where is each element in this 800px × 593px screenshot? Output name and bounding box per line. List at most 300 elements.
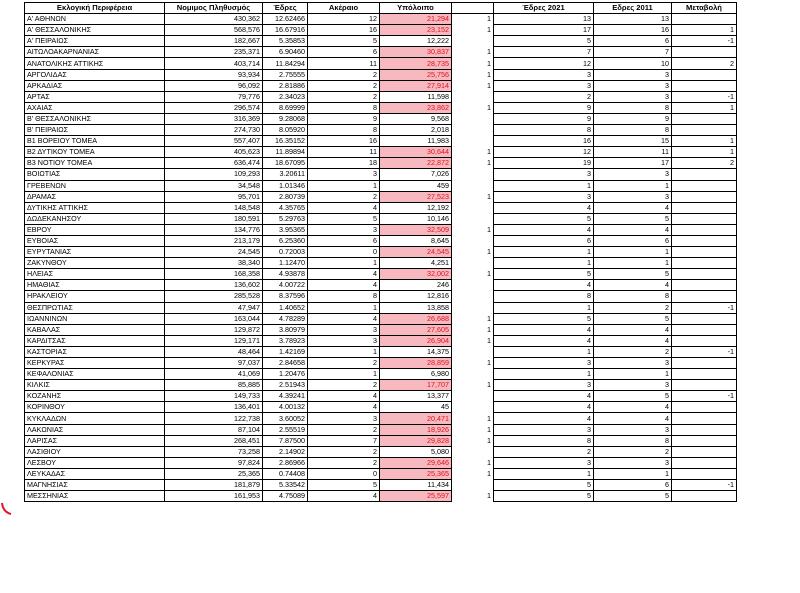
remainder-cell[interactable]: 29,828 <box>380 435 452 446</box>
seats-2011-cell[interactable]: 4 <box>594 224 672 235</box>
remainder-cell[interactable]: 25,756 <box>380 69 452 80</box>
seats-cell[interactable]: 0.72003 <box>263 247 308 258</box>
remainder-cell[interactable]: 23,862 <box>380 102 452 113</box>
seats-2011-cell[interactable]: 1 <box>594 468 672 479</box>
change-cell[interactable] <box>672 358 737 369</box>
seats-2021-cell[interactable]: 1 <box>494 247 594 258</box>
header-remainder[interactable]: Υπόλοιπο <box>380 3 452 14</box>
seats-cell[interactable]: 1.40652 <box>263 302 308 313</box>
population-cell[interactable]: 161,953 <box>165 491 263 502</box>
population-cell[interactable]: 136,602 <box>165 280 263 291</box>
seats-2021-cell[interactable]: 5 <box>494 36 594 47</box>
seats-2021-cell[interactable]: 1 <box>494 180 594 191</box>
population-cell[interactable]: 48,464 <box>165 346 263 357</box>
extra-seat-cell[interactable]: 1 <box>452 102 494 113</box>
change-cell[interactable] <box>672 80 737 91</box>
seats-2021-cell[interactable]: 4 <box>494 324 594 335</box>
remainder-cell[interactable]: 24,545 <box>380 247 452 258</box>
integer-cell[interactable]: 7 <box>308 435 380 446</box>
district-cell[interactable]: ΗΛΕΙΑΣ <box>25 269 165 280</box>
seats-2011-cell[interactable]: 8 <box>594 291 672 302</box>
integer-cell[interactable]: 0 <box>308 468 380 479</box>
extra-seat-cell[interactable] <box>452 291 494 302</box>
seats-2011-cell[interactable]: 5 <box>594 269 672 280</box>
change-cell[interactable] <box>672 247 737 258</box>
seats-2021-cell[interactable]: 19 <box>494 158 594 169</box>
integer-cell[interactable]: 0 <box>308 247 380 258</box>
integer-cell[interactable]: 5 <box>308 480 380 491</box>
population-cell[interactable]: 109,293 <box>165 169 263 180</box>
seats-cell[interactable]: 4.35765 <box>263 202 308 213</box>
change-cell[interactable] <box>672 224 737 235</box>
seats-2021-cell[interactable]: 3 <box>494 380 594 391</box>
seats-cell[interactable]: 16.35152 <box>263 136 308 147</box>
seats-2011-cell[interactable]: 6 <box>594 235 672 246</box>
remainder-cell[interactable]: 12,222 <box>380 36 452 47</box>
extra-seat-cell[interactable] <box>452 369 494 380</box>
district-cell[interactable]: ΖΑΚΥΝΘΟΥ <box>25 258 165 269</box>
district-cell[interactable]: ΜΑΓΝΗΣΙΑΣ <box>25 480 165 491</box>
seats-2021-cell[interactable]: 4 <box>494 335 594 346</box>
seats-2021-cell[interactable]: 1 <box>494 468 594 479</box>
seats-cell[interactable]: 1.12470 <box>263 258 308 269</box>
change-cell[interactable] <box>672 424 737 435</box>
district-cell[interactable]: ΚΕΦΑΛΟΝΙΑΣ <box>25 369 165 380</box>
seats-2011-cell[interactable]: 1 <box>594 369 672 380</box>
seats-2021-cell[interactable]: 1 <box>494 302 594 313</box>
seats-cell[interactable]: 1.01346 <box>263 180 308 191</box>
seats-2021-cell[interactable]: 4 <box>494 391 594 402</box>
seats-2021-cell[interactable]: 12 <box>494 147 594 158</box>
extra-seat-cell[interactable] <box>452 235 494 246</box>
population-cell[interactable]: 430,362 <box>165 14 263 25</box>
district-cell[interactable]: ΕΥΡΥΤΑΝΙΑΣ <box>25 247 165 258</box>
extra-seat-cell[interactable]: 1 <box>452 47 494 58</box>
change-cell[interactable] <box>672 47 737 58</box>
remainder-cell[interactable]: 45 <box>380 402 452 413</box>
extra-seat-cell[interactable]: 1 <box>452 14 494 25</box>
seats-2011-cell[interactable]: 3 <box>594 80 672 91</box>
seats-2011-cell[interactable]: 8 <box>594 435 672 446</box>
header-seats[interactable]: Έδρες <box>263 3 308 14</box>
change-cell[interactable]: 1 <box>672 25 737 36</box>
seats-2021-cell[interactable]: 3 <box>494 457 594 468</box>
remainder-cell[interactable]: 8,645 <box>380 235 452 246</box>
change-cell[interactable] <box>672 191 737 202</box>
integer-cell[interactable]: 4 <box>308 402 380 413</box>
remainder-cell[interactable]: 13,377 <box>380 391 452 402</box>
extra-seat-cell[interactable]: 1 <box>452 69 494 80</box>
extra-seat-cell[interactable] <box>452 125 494 136</box>
seats-2011-cell[interactable]: 9 <box>594 113 672 124</box>
remainder-cell[interactable]: 23,152 <box>380 25 452 36</box>
seats-cell[interactable]: 11.89894 <box>263 147 308 158</box>
seats-2021-cell[interactable]: 8 <box>494 291 594 302</box>
header-seats-2021[interactable]: Έδρες 2021 <box>494 3 594 14</box>
district-cell[interactable]: ΚΙΛΚΙΣ <box>25 380 165 391</box>
remainder-cell[interactable]: 9,568 <box>380 113 452 124</box>
seats-2011-cell[interactable]: 2 <box>594 302 672 313</box>
seats-2011-cell[interactable]: 3 <box>594 358 672 369</box>
integer-cell[interactable]: 8 <box>308 102 380 113</box>
change-cell[interactable]: 1 <box>672 147 737 158</box>
population-cell[interactable]: 34,548 <box>165 180 263 191</box>
remainder-cell[interactable]: 11,434 <box>380 480 452 491</box>
district-cell[interactable]: Β' ΘΕΣΣΑΛΟΝΙΚΗΣ <box>25 113 165 124</box>
population-cell[interactable]: 129,171 <box>165 335 263 346</box>
integer-cell[interactable]: 9 <box>308 113 380 124</box>
remainder-cell[interactable]: 11,983 <box>380 136 452 147</box>
change-cell[interactable] <box>672 457 737 468</box>
seats-cell[interactable]: 8.69999 <box>263 102 308 113</box>
population-cell[interactable]: 129,872 <box>165 324 263 335</box>
seats-cell[interactable]: 2.51943 <box>263 380 308 391</box>
remainder-cell[interactable]: 7,026 <box>380 169 452 180</box>
extra-seat-cell[interactable] <box>452 446 494 457</box>
district-cell[interactable]: ΚΕΡΚΥΡΑΣ <box>25 358 165 369</box>
change-cell[interactable] <box>672 313 737 324</box>
population-cell[interactable]: 122,738 <box>165 413 263 424</box>
seats-2011-cell[interactable]: 5 <box>594 213 672 224</box>
extra-seat-cell[interactable]: 1 <box>452 358 494 369</box>
change-cell[interactable]: -1 <box>672 391 737 402</box>
remainder-cell[interactable]: 30,837 <box>380 47 452 58</box>
seats-2021-cell[interactable]: 5 <box>494 269 594 280</box>
population-cell[interactable]: 213,179 <box>165 235 263 246</box>
integer-cell[interactable]: 11 <box>308 58 380 69</box>
seats-cell[interactable]: 9.28068 <box>263 113 308 124</box>
seats-cell[interactable]: 2.80739 <box>263 191 308 202</box>
seats-2011-cell[interactable]: 4 <box>594 280 672 291</box>
change-cell[interactable] <box>672 435 737 446</box>
seats-cell[interactable]: 4.75089 <box>263 491 308 502</box>
seats-cell[interactable]: 0.74408 <box>263 468 308 479</box>
change-cell[interactable] <box>672 125 737 136</box>
extra-seat-cell[interactable] <box>452 213 494 224</box>
population-cell[interactable]: 180,591 <box>165 213 263 224</box>
remainder-cell[interactable]: 29,646 <box>380 457 452 468</box>
remainder-cell[interactable]: 26,904 <box>380 335 452 346</box>
change-cell[interactable]: -1 <box>672 480 737 491</box>
seats-cell[interactable]: 6.90460 <box>263 47 308 58</box>
integer-cell[interactable]: 16 <box>308 25 380 36</box>
remainder-cell[interactable]: 25,597 <box>380 491 452 502</box>
district-cell[interactable]: ΛΕΣΒΟΥ <box>25 457 165 468</box>
population-cell[interactable]: 96,092 <box>165 80 263 91</box>
remainder-cell[interactable]: 2,018 <box>380 125 452 136</box>
seats-2021-cell[interactable]: 13 <box>494 14 594 25</box>
seats-2021-cell[interactable]: 4 <box>494 202 594 213</box>
population-cell[interactable]: 285,528 <box>165 291 263 302</box>
seats-2021-cell[interactable]: 3 <box>494 80 594 91</box>
seats-2021-cell[interactable]: 5 <box>494 480 594 491</box>
seats-cell[interactable]: 8.37596 <box>263 291 308 302</box>
seats-2011-cell[interactable]: 1 <box>594 247 672 258</box>
seats-2011-cell[interactable]: 17 <box>594 158 672 169</box>
seats-2011-cell[interactable]: 4 <box>594 402 672 413</box>
district-cell[interactable]: ΑΙΤΩΛΟΑΚΑΡΝΑΝΙΑΣ <box>25 47 165 58</box>
extra-seat-cell[interactable] <box>452 346 494 357</box>
seats-2011-cell[interactable]: 6 <box>594 36 672 47</box>
remainder-cell[interactable]: 246 <box>380 280 452 291</box>
district-cell[interactable]: ΕΥΒΟΙΑΣ <box>25 235 165 246</box>
header-population[interactable]: Νομιμος Πληθυσμός <box>165 3 263 14</box>
district-cell[interactable]: ΛΑΣΙΘΙΟΥ <box>25 446 165 457</box>
district-cell[interactable]: Β3 ΝΟΤΙΟΥ ΤΟΜΕΑ <box>25 158 165 169</box>
population-cell[interactable]: 73,258 <box>165 446 263 457</box>
integer-cell[interactable]: 1 <box>308 258 380 269</box>
integer-cell[interactable]: 6 <box>308 235 380 246</box>
seats-2021-cell[interactable]: 5 <box>494 491 594 502</box>
seats-cell[interactable]: 2.75555 <box>263 69 308 80</box>
seats-2021-cell[interactable]: 3 <box>494 358 594 369</box>
remainder-cell[interactable]: 4,251 <box>380 258 452 269</box>
seats-2011-cell[interactable]: 11 <box>594 147 672 158</box>
seats-cell[interactable]: 6.25360 <box>263 235 308 246</box>
seats-cell[interactable]: 5.29763 <box>263 213 308 224</box>
extra-seat-cell[interactable]: 1 <box>452 468 494 479</box>
seats-2021-cell[interactable]: 3 <box>494 169 594 180</box>
population-cell[interactable]: 296,574 <box>165 102 263 113</box>
seats-cell[interactable]: 2.55519 <box>263 424 308 435</box>
seats-cell[interactable]: 5.33542 <box>263 480 308 491</box>
seats-2011-cell[interactable]: 4 <box>594 335 672 346</box>
population-cell[interactable]: 405,623 <box>165 147 263 158</box>
seats-cell[interactable]: 1.20476 <box>263 369 308 380</box>
district-cell[interactable]: ΚΟΡΙΝΘΟΥ <box>25 402 165 413</box>
district-cell[interactable]: Α' ΘΕΣΣΑΛΟΝΙΚΗΣ <box>25 25 165 36</box>
extra-seat-cell[interactable]: 1 <box>452 191 494 202</box>
population-cell[interactable]: 274,730 <box>165 125 263 136</box>
district-cell[interactable]: ΑΡΓΟΛΙΔΑΣ <box>25 69 165 80</box>
extra-seat-cell[interactable] <box>452 391 494 402</box>
integer-cell[interactable]: 2 <box>308 424 380 435</box>
change-cell[interactable] <box>672 468 737 479</box>
population-cell[interactable]: 316,369 <box>165 113 263 124</box>
seats-2021-cell[interactable]: 8 <box>494 125 594 136</box>
seats-2011-cell[interactable]: 5 <box>594 313 672 324</box>
integer-cell[interactable]: 3 <box>308 224 380 235</box>
remainder-cell[interactable]: 27,605 <box>380 324 452 335</box>
extra-seat-cell[interactable] <box>452 180 494 191</box>
district-cell[interactable]: ΔΡΑΜΑΣ <box>25 191 165 202</box>
remainder-cell[interactable]: 25,365 <box>380 468 452 479</box>
seats-2021-cell[interactable]: 9 <box>494 102 594 113</box>
district-cell[interactable]: Β2 ΔΥΤΙΚΟΥ ΤΟΜΕΑ <box>25 147 165 158</box>
seats-2011-cell[interactable]: 6 <box>594 480 672 491</box>
seats-cell[interactable]: 16.67916 <box>263 25 308 36</box>
seats-cell[interactable]: 4.93878 <box>263 269 308 280</box>
seats-cell[interactable]: 1.42169 <box>263 346 308 357</box>
extra-seat-cell[interactable] <box>452 202 494 213</box>
integer-cell[interactable]: 4 <box>308 280 380 291</box>
seats-cell[interactable]: 3.78923 <box>263 335 308 346</box>
change-cell[interactable] <box>672 280 737 291</box>
change-cell[interactable] <box>672 258 737 269</box>
population-cell[interactable]: 182,667 <box>165 36 263 47</box>
integer-cell[interactable]: 2 <box>308 380 380 391</box>
extra-seat-cell[interactable]: 1 <box>452 324 494 335</box>
remainder-cell[interactable]: 6,980 <box>380 369 452 380</box>
remainder-cell[interactable]: 20,471 <box>380 413 452 424</box>
seats-2021-cell[interactable]: 17 <box>494 25 594 36</box>
integer-cell[interactable]: 12 <box>308 14 380 25</box>
seats-cell[interactable]: 2.81886 <box>263 80 308 91</box>
district-cell[interactable]: ΓΡΕΒΕΝΩΝ <box>25 180 165 191</box>
integer-cell[interactable]: 16 <box>308 136 380 147</box>
change-cell[interactable] <box>672 235 737 246</box>
extra-seat-cell[interactable]: 1 <box>452 435 494 446</box>
seats-cell[interactable]: 4.00722 <box>263 280 308 291</box>
seats-2021-cell[interactable]: 4 <box>494 224 594 235</box>
change-cell[interactable] <box>672 291 737 302</box>
integer-cell[interactable]: 3 <box>308 413 380 424</box>
integer-cell[interactable]: 18 <box>308 158 380 169</box>
extra-seat-cell[interactable]: 1 <box>452 147 494 158</box>
population-cell[interactable]: 38,340 <box>165 258 263 269</box>
district-cell[interactable]: ΚΟΖΑΝΗΣ <box>25 391 165 402</box>
integer-cell[interactable]: 1 <box>308 346 380 357</box>
seats-cell[interactable]: 12.62466 <box>263 14 308 25</box>
change-cell[interactable]: -1 <box>672 91 737 102</box>
seats-2021-cell[interactable]: 3 <box>494 191 594 202</box>
seats-cell[interactable]: 3.95365 <box>263 224 308 235</box>
seats-cell[interactable]: 2.34023 <box>263 91 308 102</box>
population-cell[interactable]: 403,714 <box>165 58 263 69</box>
extra-seat-cell[interactable] <box>452 280 494 291</box>
population-cell[interactable]: 268,451 <box>165 435 263 446</box>
remainder-cell[interactable]: 28,859 <box>380 358 452 369</box>
seats-2011-cell[interactable]: 1 <box>594 258 672 269</box>
district-cell[interactable]: ΗΜΑΘΙΑΣ <box>25 280 165 291</box>
change-cell[interactable] <box>672 213 737 224</box>
district-cell[interactable]: Α' ΠΕΙΡΑΙΩΣ <box>25 36 165 47</box>
population-cell[interactable]: 97,824 <box>165 457 263 468</box>
change-cell[interactable] <box>672 202 737 213</box>
change-cell[interactable]: -1 <box>672 346 737 357</box>
district-cell[interactable]: ΒΟΙΩΤΙΑΣ <box>25 169 165 180</box>
extra-seat-cell[interactable] <box>452 169 494 180</box>
change-cell[interactable] <box>672 113 737 124</box>
seats-cell[interactable]: 3.80979 <box>263 324 308 335</box>
seats-2011-cell[interactable]: 16 <box>594 25 672 36</box>
seats-2021-cell[interactable]: 1 <box>494 369 594 380</box>
seats-2011-cell[interactable]: 5 <box>594 391 672 402</box>
district-cell[interactable]: ΕΒΡΟΥ <box>25 224 165 235</box>
population-cell[interactable]: 557,407 <box>165 136 263 147</box>
change-cell[interactable] <box>672 269 737 280</box>
change-cell[interactable] <box>672 491 737 502</box>
change-cell[interactable] <box>672 369 737 380</box>
integer-cell[interactable]: 4 <box>308 391 380 402</box>
integer-cell[interactable]: 3 <box>308 324 380 335</box>
seats-2011-cell[interactable]: 15 <box>594 136 672 147</box>
seats-cell[interactable]: 4.39241 <box>263 391 308 402</box>
seats-2011-cell[interactable]: 3 <box>594 169 672 180</box>
change-cell[interactable] <box>672 446 737 457</box>
remainder-cell[interactable]: 27,523 <box>380 191 452 202</box>
seats-cell[interactable]: 8.05920 <box>263 125 308 136</box>
integer-cell[interactable]: 11 <box>308 147 380 158</box>
seats-cell[interactable]: 4.00132 <box>263 402 308 413</box>
remainder-cell[interactable]: 12,192 <box>380 202 452 213</box>
seats-2011-cell[interactable]: 2 <box>594 446 672 457</box>
change-cell[interactable]: -1 <box>672 36 737 47</box>
seats-2021-cell[interactable]: 6 <box>494 235 594 246</box>
remainder-cell[interactable]: 14,375 <box>380 346 452 357</box>
remainder-cell[interactable]: 459 <box>380 180 452 191</box>
remainder-cell[interactable]: 22,872 <box>380 158 452 169</box>
extra-seat-cell[interactable]: 1 <box>452 491 494 502</box>
seats-cell[interactable]: 2.86966 <box>263 457 308 468</box>
integer-cell[interactable]: 2 <box>308 69 380 80</box>
population-cell[interactable]: 168,358 <box>165 269 263 280</box>
population-cell[interactable]: 163,044 <box>165 313 263 324</box>
district-cell[interactable]: ΘΕΣΠΡΩΤΙΑΣ <box>25 302 165 313</box>
district-cell[interactable]: ΚΑΣΤΟΡΙΑΣ <box>25 346 165 357</box>
seats-2011-cell[interactable]: 1 <box>594 180 672 191</box>
remainder-cell[interactable]: 32,002 <box>380 269 452 280</box>
integer-cell[interactable]: 4 <box>308 491 380 502</box>
integer-cell[interactable]: 1 <box>308 369 380 380</box>
seats-cell[interactable]: 7.87500 <box>263 435 308 446</box>
seats-2021-cell[interactable]: 3 <box>494 69 594 80</box>
seats-cell[interactable]: 2.84658 <box>263 358 308 369</box>
change-cell[interactable] <box>672 324 737 335</box>
extra-seat-cell[interactable] <box>452 113 494 124</box>
seats-cell[interactable]: 2.14902 <box>263 446 308 457</box>
extra-seat-cell[interactable]: 1 <box>452 158 494 169</box>
seats-2021-cell[interactable]: 3 <box>494 424 594 435</box>
district-cell[interactable]: ΜΕΣΣΗΝΙΑΣ <box>25 491 165 502</box>
change-cell[interactable] <box>672 413 737 424</box>
integer-cell[interactable]: 5 <box>308 213 380 224</box>
seats-cell[interactable]: 3.20611 <box>263 169 308 180</box>
change-cell[interactable] <box>672 335 737 346</box>
district-cell[interactable]: ΚΥΚΛΑΔΩΝ <box>25 413 165 424</box>
remainder-cell[interactable]: 11,598 <box>380 91 452 102</box>
integer-cell[interactable]: 3 <box>308 335 380 346</box>
extra-seat-cell[interactable]: 1 <box>452 413 494 424</box>
district-cell[interactable]: ΔΩΔΕΚΑΝΗΣΟΥ <box>25 213 165 224</box>
population-cell[interactable]: 134,776 <box>165 224 263 235</box>
integer-cell[interactable]: 4 <box>308 269 380 280</box>
remainder-cell[interactable]: 13,858 <box>380 302 452 313</box>
extra-seat-cell[interactable] <box>452 480 494 491</box>
district-cell[interactable]: Α' ΑΘΗΝΩΝ <box>25 14 165 25</box>
seats-2011-cell[interactable]: 13 <box>594 14 672 25</box>
seats-2021-cell[interactable]: 2 <box>494 91 594 102</box>
extra-seat-cell[interactable]: 1 <box>452 313 494 324</box>
district-cell[interactable]: ΑΡΤΑΣ <box>25 91 165 102</box>
extra-seat-cell[interactable]: 1 <box>452 424 494 435</box>
population-cell[interactable]: 97,037 <box>165 358 263 369</box>
population-cell[interactable]: 235,371 <box>165 47 263 58</box>
seats-2011-cell[interactable]: 2 <box>594 346 672 357</box>
change-cell[interactable]: 2 <box>672 158 737 169</box>
population-cell[interactable]: 79,776 <box>165 91 263 102</box>
seats-2021-cell[interactable]: 7 <box>494 47 594 58</box>
seats-2021-cell[interactable]: 4 <box>494 280 594 291</box>
population-cell[interactable]: 41,069 <box>165 369 263 380</box>
integer-cell[interactable]: 2 <box>308 358 380 369</box>
seats-cell[interactable]: 11.84294 <box>263 58 308 69</box>
integer-cell[interactable]: 8 <box>308 125 380 136</box>
header-district[interactable]: Εκλογική Περιφέρεια <box>25 3 165 14</box>
seats-2011-cell[interactable]: 3 <box>594 191 672 202</box>
header-seats-2011[interactable]: Εδρες 2011 <box>594 3 672 14</box>
seats-2021-cell[interactable]: 1 <box>494 258 594 269</box>
